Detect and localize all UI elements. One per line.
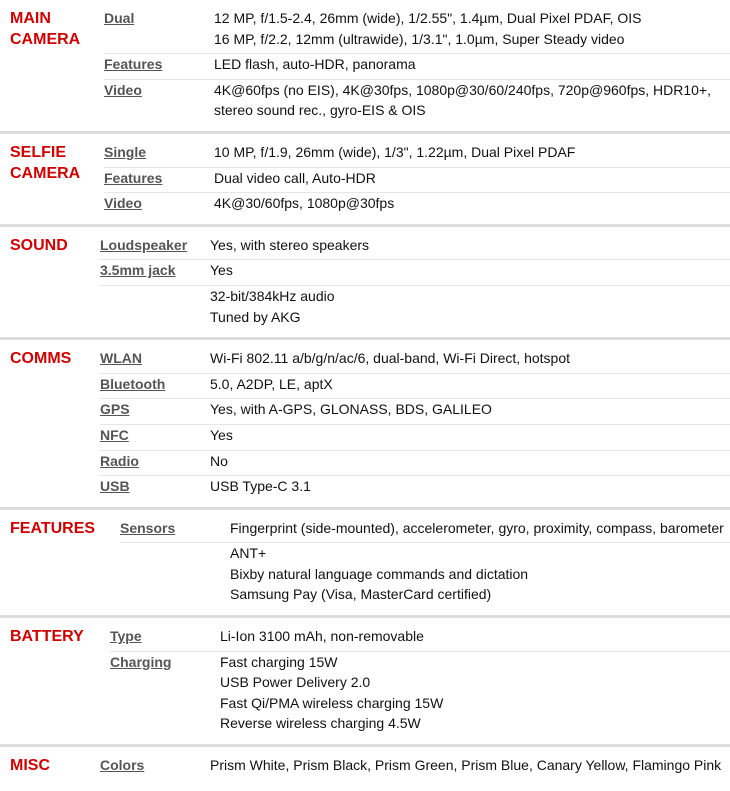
spec-value [214,8,730,53]
spec-label-link[interactable]: NFC [100,426,129,443]
spec-label-link[interactable]: Sensors [120,519,176,536]
spec-value [210,755,730,780]
section-features [0,507,730,615]
spec-label-link[interactable]: WLAN [100,350,142,367]
spec-value [220,652,730,738]
spec-value-line: ANT+ [230,545,267,562]
category-word: CAMERA [10,31,81,48]
spec-value-line: 12 MP, f/1.5-2.4, 26mm (wide), 1/2.55", 1.4µm, Dual Pixel PDAF, OIS [214,10,642,26]
spec-label-link[interactable]: Type [110,628,142,645]
spec-row [100,399,730,425]
spec-rows [100,340,730,501]
spec-label-link[interactable]: Radio [100,452,139,469]
section-misc [0,744,730,786]
spec-label-link[interactable]: Features [104,169,163,186]
spec-row [104,168,730,194]
category-word: CAMERA [10,164,81,182]
spec-label-link[interactable]: Bluetooth [100,375,166,392]
spec-row [120,543,730,609]
spec-value [210,425,730,450]
section-battery [0,615,730,744]
spec-value-line: Yes, with A-GPS, GLONASS, BDS, GALILEO [210,401,492,418]
spec-value-line: 32-bit/384kHz audio [210,287,335,304]
spec-rows [104,0,730,125]
spec-label-link[interactable]: GPS [100,401,130,418]
spec-value [210,451,730,476]
spec-row [110,652,730,738]
spec-row [100,286,730,331]
spec-value-line: Tuned by AKG [210,308,301,325]
spec-value-line: Wi-Fi 802.11 a/b/g/n/ac/6, dual-band, Wi-Fi Direct, hotspot [210,350,571,367]
spec-row [100,374,730,400]
spec-value [210,374,730,399]
spec-value [214,193,730,218]
category-label [0,0,104,125]
section-main-camera [0,0,730,131]
spec-row [104,8,730,54]
spec-value [214,168,730,193]
spec-value-line: USB Type-C 3.1 [210,478,311,495]
category-word: MISC [10,757,50,775]
spec-value-line: Fast Qi/PMA wireless charging 15W [220,694,444,711]
spec-value-line: 4K@60fps (no EIS), 4K@30fps, 1080p@30/60/240fps, 720p@960fps, HDR10+, stereo sound rec., gyro-EIS & OIS [214,81,711,119]
spec-row [100,235,730,261]
category-word: SELFIE [10,143,67,161]
spec-value-line: 10 MP, f/1.9, 26mm (wide), 1/3", 1.22µm, Dual Pixel PDAF [214,143,576,160]
spec-label-link[interactable]: Loudspeaker [100,236,188,253]
section-sound [0,224,730,337]
spec-rows [120,510,730,609]
spec-row [104,142,730,168]
spec-value-line: Samsung Pay (Visa, MasterCard certified) [230,586,492,603]
spec-value [210,286,730,331]
spec-row [120,518,730,544]
spec-value [210,399,730,424]
spec-row [104,54,730,80]
spec-label-link[interactable]: Video [104,81,142,98]
category-label [0,227,100,331]
spec-row [100,348,730,374]
spec-value [214,80,730,125]
spec-value-line: Yes, with stereo speakers [210,236,370,253]
spec-rows [100,747,730,780]
spec-row [110,626,730,652]
spec-rows [110,618,730,738]
spec-value-line: Fast charging 15W [220,653,338,670]
spec-row [100,476,730,501]
category-word: SOUND [10,236,68,254]
spec-value-line: USB Power Delivery 2.0 [220,674,371,691]
spec-value-line: Dual video call, Auto-HDR [214,169,376,186]
spec-value-line: Prism White, Prism Black, Prism Green, Prism Blue, Canary Yellow, Flamingo Pink [210,757,722,774]
category-word: BATTERY [10,628,84,646]
spec-label-link[interactable]: Dual [104,10,135,26]
spec-value-line: Bixby natural language commands and dictation [230,565,529,582]
spec-row [100,260,730,286]
spec-value-line: LED flash, auto-HDR, panorama [214,56,416,73]
spec-label-link [120,543,230,547]
spec-row [100,451,730,477]
spec-value-line: Reverse wireless charging 4.5W [220,715,421,732]
spec-value [220,626,730,651]
spec-value-line: 4K@30/60fps, 1080p@30fps [214,195,395,212]
spec-row [104,80,730,125]
spec-value [230,543,730,609]
spec-label-link[interactable]: Features [104,56,163,73]
category-word: MAIN [10,10,51,27]
spec-value-line: 16 MP, f/2.2, 12mm (ultrawide), 1/3.1", 1.0µm, Super Steady video [214,30,625,47]
spec-value [210,235,730,260]
section-selfie-camera [0,131,730,224]
spec-value [230,518,730,543]
spec-row [100,755,730,780]
spec-value [210,348,730,373]
spec-row [100,425,730,451]
spec-value [210,476,730,501]
spec-label-link[interactable]: Single [104,143,147,160]
category-label [0,510,120,609]
category-label [0,747,100,780]
spec-label-link[interactable]: 3.5mm jack [100,262,176,279]
spec-label-link[interactable]: Charging [110,653,172,670]
category-label [0,134,104,218]
spec-value-line: 5.0, A2DP, LE, aptX [210,375,333,392]
spec-value-line: Yes [210,262,233,279]
spec-label-link[interactable]: USB [100,478,130,495]
spec-label-link[interactable]: Colors [100,757,145,774]
spec-value-line: Yes [210,426,233,443]
spec-row [104,193,730,218]
spec-value [214,54,730,79]
section-comms [0,337,730,507]
spec-value-line: No [210,452,228,469]
category-label [0,340,100,501]
spec-rows [100,227,730,331]
category-word: FEATURES [10,519,96,537]
spec-rows [104,134,730,218]
spec-value-line: Li-Ion 3100 mAh, non-removable [220,628,424,645]
spec-value [210,260,730,285]
spec-value [214,142,730,167]
spec-value-line: Fingerprint (side-mounted), accelerometer, gyro, proximity, compass, barometer [230,519,724,536]
spec-label-link[interactable]: Video [104,195,142,212]
category-word: COMMS [10,350,72,368]
category-label [0,618,110,738]
spec-label-link [100,286,210,290]
